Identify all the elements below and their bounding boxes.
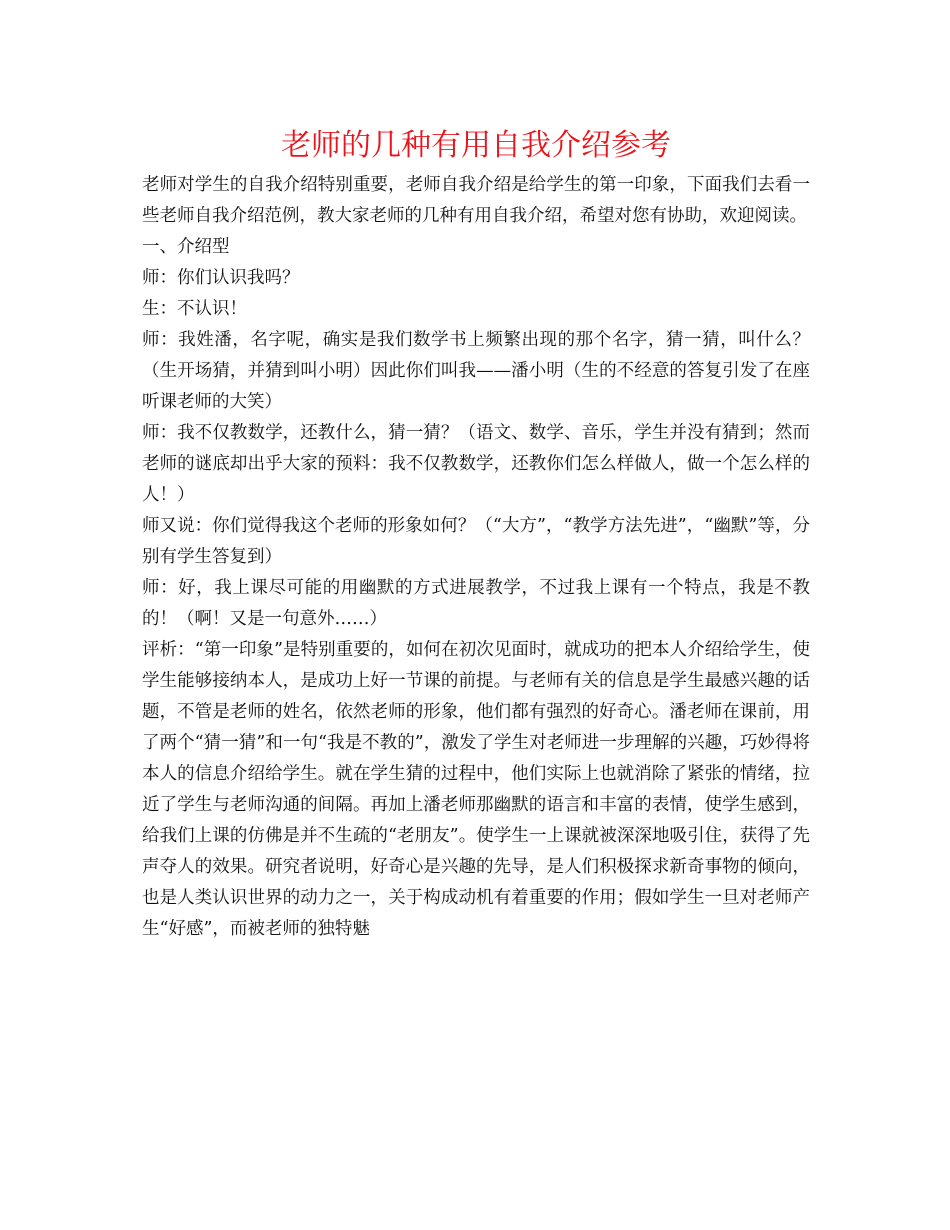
document-page bbox=[142, 124, 810, 945]
document-title: 老师的几种有用自我介绍参考 bbox=[281, 128, 671, 163]
dialogue-line: 师：你们认识我吗？ bbox=[142, 268, 300, 288]
section-heading: 一、介绍型 bbox=[142, 237, 230, 257]
dialogue-line: 师：好，我上课尽可能的用幽默的方式进展教学，不过我上课有一个特点，我是不教的！（啊！又是一句意外……） bbox=[142, 578, 810, 629]
analysis-paragraph: 评析：“第一印象”是特别重要的，如何在初次见面时，就成功的把本人介绍给学生，使学生能够接纳本人，是成功上好一节课的前提。与老师有关的信息是学生最感兴趣的话题，不管是老师的姓名，依然老师的形象，他们都有强烈的好奇心。潘老师在课前，用了两个“猜一猜”和一句“我是不教的”，激发了学生对老师进一步理解的兴趣，巧妙得将本人的信息介绍给学生。就在学生猜的过程中，他们实际上也就消除了紧张的情绪，拉近了学生与老师沟通的间隔。再加上潘老师那幽默的语言和丰富的表情，使学生感到，给我们上课的仿佛是并不生疏的“老朋友”。使学生一上课就被深深地吸引住，获得了先声夺人的效果。研究者说明，好奇心是兴趣的先导，是人们积极探求新奇事物的倾向，也是人类认识世界的动力之一，关于构成动机有着重要的作用；假如学生一旦对老师产生“好感”，而被老师的独特魅 bbox=[142, 640, 810, 939]
document-body bbox=[142, 170, 810, 945]
dialogue-line: 生：不认识！ bbox=[142, 299, 247, 319]
dialogue-line: 师：我不仅教数学，还教什么，猜一猜？（语文、数学、音乐，学生并没有猜到；然而老师的谜底却出乎大家的预料：我不仅教数学，还教你们怎么样做人，做一个怎么样的人！） bbox=[142, 423, 810, 505]
paragraph-intro: 老师对学生的自我介绍特别重要，老师自我介绍是给学生的第一印象，下面我们去看一些老师自我介绍范例，教大家老师的几种有用自我介绍，希望对您有协助，欢迎阅读。 bbox=[142, 175, 810, 226]
dialogue-line: 师又说：你们觉得我这个老师的形象如何？（“大方”，“教学方法先进”，“幽默”等，分别有学生答复到） bbox=[142, 516, 810, 567]
dialogue-line: 师：我姓潘，名字呢，确实是我们数学书上频繁出现的那个名字，猜一猜，叫什么？（生开场猜，并猜到叫小明）因此你们叫我——潘小明（生的不经意的答复引发了在座听课老师的大笑） bbox=[142, 330, 810, 412]
